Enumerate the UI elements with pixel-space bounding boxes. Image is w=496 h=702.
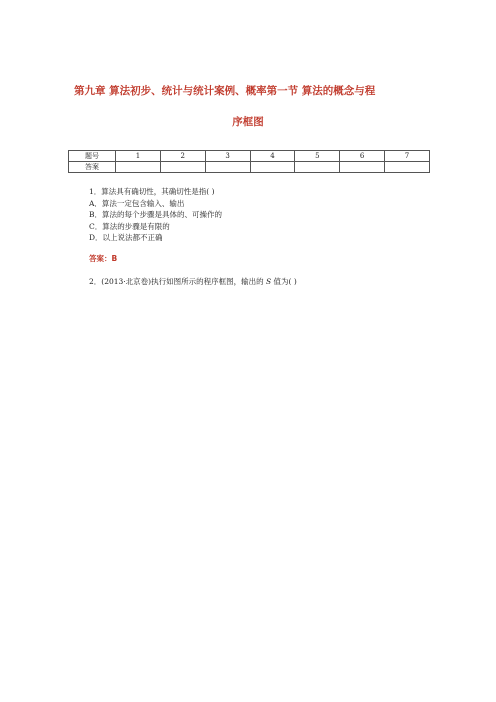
question-number-cell: 4 xyxy=(250,151,295,162)
question-number-cell: 7 xyxy=(385,151,430,162)
answer-cell[interactable] xyxy=(116,162,161,173)
question-1-option-a: A．算法一定包含输入、输出 xyxy=(89,199,185,208)
question-number-cell: 1 xyxy=(116,151,161,162)
answer-cell[interactable] xyxy=(160,162,205,173)
question-2-variable: S xyxy=(265,277,272,286)
question-2-prefix: 2．(2013·北京卷)执行如图所示的程序框图，输出的 xyxy=(89,277,266,286)
answer-cell[interactable] xyxy=(340,162,385,173)
question-number-cell: 2 xyxy=(160,151,205,162)
question-1-option-d: D．以上说法都不正确 xyxy=(89,233,163,242)
answer-cell[interactable] xyxy=(205,162,250,173)
answer-cell[interactable] xyxy=(385,162,430,173)
chapter-title-line-1: 第九章 算法初步、统计与统计案例、概率第一节 算法的概念与程 xyxy=(74,85,376,97)
question-1-option-c: C．算法的步骤是有限的 xyxy=(89,222,170,231)
question-1-stem: 1．算法具有确切性，其确切性是指( ) xyxy=(89,187,215,196)
answer-grid-number-row xyxy=(69,151,430,162)
row-label-answer: 答案 xyxy=(69,162,116,173)
answer-grid xyxy=(68,150,430,173)
question-number-cell: 6 xyxy=(340,151,385,162)
question-number-cell: 3 xyxy=(205,151,250,162)
question-2-stem xyxy=(89,276,297,288)
question-1-answer: 答案：B xyxy=(89,254,118,263)
answer-cell[interactable] xyxy=(295,162,340,173)
row-label-number: 题号 xyxy=(69,151,116,162)
answer-grid-answer-row xyxy=(69,162,430,173)
question-number-cell: 5 xyxy=(295,151,340,162)
question-1-option-b: B．算法的每个步骤是具体的、可操作的 xyxy=(89,210,223,219)
question-2-suffix: 值为( ) xyxy=(271,277,297,286)
answer-cell[interactable] xyxy=(250,162,295,173)
chapter-title-line-2: 序框图 xyxy=(232,116,264,128)
